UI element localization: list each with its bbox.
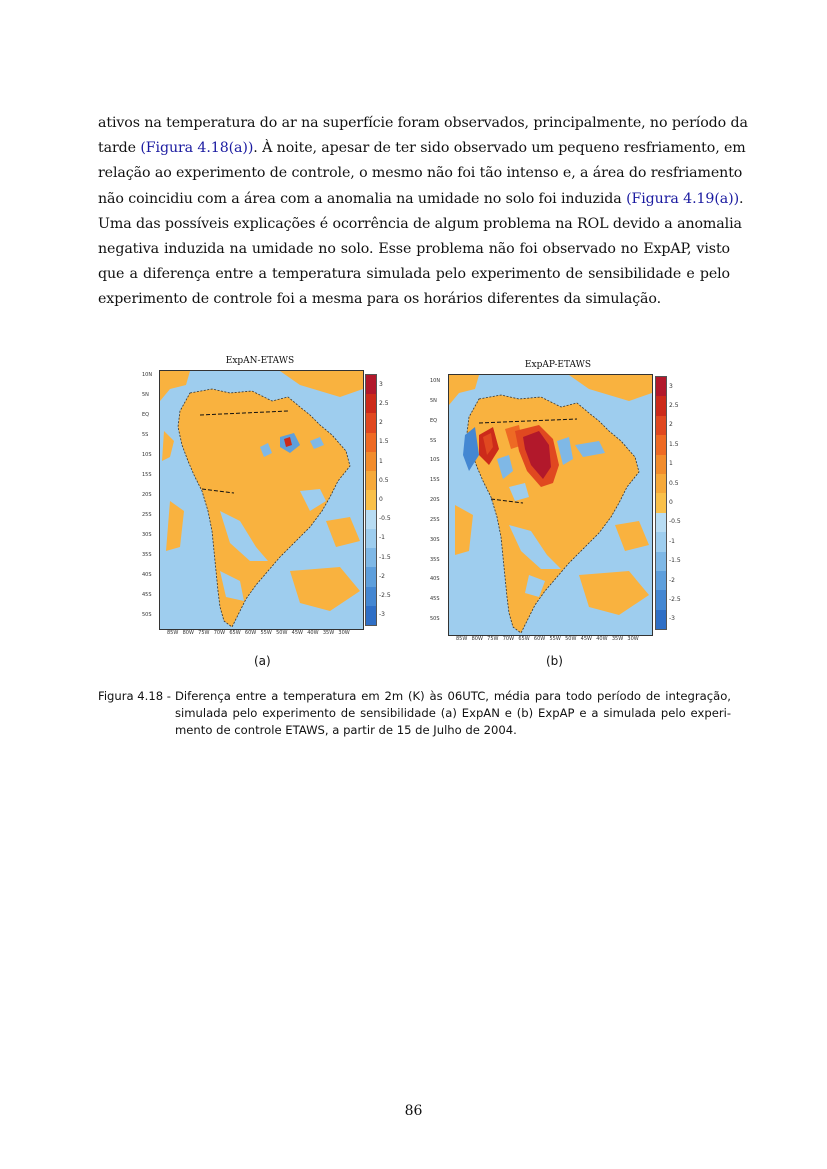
colorbar-label: -1.5 [669,557,681,565]
y-tick-label: 15S [142,472,152,478]
x-tick-label: 65W [518,636,530,642]
colorbar-label: -3 [669,615,675,623]
colorbar-swatch [656,532,666,551]
colorbar-label: 0 [669,499,673,506]
colorbar-label: -2 [379,572,385,580]
temperature-difference-map [159,370,364,630]
colorbar-label: 3 [379,380,383,388]
colorbar-swatch [656,493,666,512]
colorbar-swatch [656,552,666,571]
colorbar-label: 3 [669,382,673,390]
y-tick-label: 45S [142,592,152,598]
y-tick-label: EQ [430,417,438,424]
y-tick-labels [142,372,158,632]
x-tick-label: 45W [580,636,592,642]
colorbar-label: -3 [379,611,385,619]
colorbar-label: -1 [669,537,675,545]
colorbar-labels [669,376,689,628]
x-tick-label: 60W [533,636,546,642]
figure-title: ExpAN-ETAWS [225,356,295,366]
x-tick-label: 65W [229,630,241,636]
paragraph-line: ativos na temperatura do ar na superfície foram observados, principalmente, no período da [98,115,748,131]
y-tick-label: 50S [430,616,440,623]
y-tick-label: 15S [430,477,440,484]
y-tick-label: 5N [142,392,149,398]
figure-reference-link[interactable]: (Figura 4.18(a)) [140,140,254,157]
y-tick-label: 50S [142,612,152,618]
x-tick-label: 40W [596,636,608,642]
colorbar-swatch [656,435,666,454]
x-tick-label: 75W [198,630,210,636]
x-tick-label: 50W [565,636,577,642]
colorbar-swatch [366,587,376,606]
caption-line: simulada pelo experimento de sensibilidade (a) ExpAN e (b) ExpAP e a simulada pelo experi- [175,706,731,720]
x-tick-label: 30W [338,630,350,636]
y-tick-label: 40S [430,576,440,583]
colorbar-swatch [656,610,666,629]
colorbar-swatch [366,452,376,471]
caption-text [175,688,731,739]
paragraph-line: relação ao experimento de controle, o mesmo não foi tão intenso e, a área do resfriamento [98,165,743,182]
colorbar-label: 2.5 [669,402,679,410]
paragraph-line: experimento de controle foi a mesma para os horários diferentes da simulação. [98,291,662,308]
colorbar-swatch [366,394,376,413]
y-tick-label: 10N [142,372,153,378]
colorbar-label: -2.5 [669,595,681,603]
y-tick-label: EQ [142,412,150,418]
x-tick-label: 85W [167,630,179,636]
colorbar-swatch [656,377,666,396]
colorbar-swatch [366,510,376,529]
colorbar-swatch [656,590,666,609]
paragraph-line: Uma das possíveis explicações é ocorrência de algum problema na ROL devido a anomalia [98,215,742,232]
y-tick-labels [430,378,446,636]
x-tick-label: 55W [549,636,561,642]
colorbar-swatch [366,490,376,509]
x-tick-label: 85W [456,636,468,642]
colorbar-label: 0.5 [379,476,389,484]
colorbar-label: -0.5 [669,518,681,526]
colorbar-swatch [366,375,376,394]
x-tick-label: 80W [182,630,194,636]
figure-a [140,352,391,672]
colorbar-swatch [656,571,666,590]
colorbar-label: -1.5 [379,553,391,561]
colorbar-label: -0.5 [379,515,391,523]
y-tick-label: 35S [142,552,152,558]
colorbar-swatch [656,513,666,532]
y-tick-label: 5N [430,397,437,404]
x-tick-label: 40W [307,630,319,636]
colorbar-label: 2 [379,419,383,427]
page-number: 86 [404,1103,423,1119]
colorbar-label: 1.5 [379,438,389,446]
y-tick-label: 5S [430,437,437,444]
colorbar-label: 0.5 [669,479,679,487]
colorbar-swatch [366,433,376,452]
x-tick-label: 50W [276,630,288,636]
figure-reference-link[interactable]: (Figura 4.19(a)) [626,190,740,207]
y-tick-label: 20S [142,492,152,498]
y-tick-label: 40S [142,572,152,578]
paragraph-line: negativa induzida na umidade no solo. Esse problema não foi observado no ExpAP, visto [98,241,730,258]
colorbar-swatch [366,413,376,432]
temperature-difference-map [448,374,653,636]
colorbar-label: 2 [669,421,673,429]
x-tick-label: 70W [213,630,226,636]
x-tick-label: 45W [291,630,303,636]
colorbar-label: -2 [669,576,675,584]
x-tick-label: 60W [244,630,257,636]
y-tick-label: 10S [430,457,440,464]
y-tick-label: 30S [430,536,440,543]
x-tick-label: 55W [260,630,272,636]
colorbar-swatch [366,548,376,567]
colorbar-label: -2.5 [379,592,391,600]
colorbar-labels [379,374,399,624]
y-tick-label: 10N [430,378,441,384]
paragraph-line: tarde (Figura 4.18(a)). À noite, apesar de ter sido observado um pequeno resfriamento, em [98,140,746,157]
colorbar-swatch [656,416,666,435]
subfigure-label: (b) [546,654,563,668]
x-tick-label: 35W [322,630,335,636]
colorbar-swatch [366,606,376,625]
y-tick-label: 20S [430,497,440,504]
x-tick-labels [448,636,651,644]
paragraph-line: que a diferença entre a temperatura simulada pelo experimento de sensibilidade e pelo [98,266,730,283]
colorbar [365,374,377,626]
x-tick-label: 70W [502,636,515,642]
subfigure-label: (a) [254,654,271,668]
y-tick-label: 35S [430,556,440,563]
x-tick-labels [159,630,362,638]
colorbar-label: 0 [379,496,383,503]
colorbar-swatch [366,471,376,490]
colorbar-label: -1 [379,534,385,542]
colorbar-swatch [656,396,666,415]
y-tick-label: 30S [142,532,152,538]
y-tick-label: 25S [142,512,152,518]
y-tick-label: 25S [430,516,440,523]
colorbar-swatch [366,567,376,586]
colorbar-swatch [366,529,376,548]
colorbar-label: 1.5 [669,440,679,448]
x-tick-label: 35W [611,636,624,642]
colorbar-swatch [656,455,666,474]
y-tick-label: 45S [430,596,440,603]
x-tick-label: 75W [487,636,499,642]
y-tick-label: 10S [142,452,152,458]
x-tick-label: 30W [627,636,639,642]
colorbar-label: 1 [669,460,673,468]
colorbar-swatch [656,474,666,493]
x-tick-label: 80W [471,636,483,642]
paragraph-line: não coincidiu com a área com a anomalia na umidade no solo foi induzida (Figura 4.19(a)). [98,190,744,207]
colorbar [655,376,667,630]
caption-line: mento de controle ETAWS, a partir de 15 de Julho de 2004. [175,723,517,737]
body-paragraph [98,111,748,313]
colorbar-label: 1 [379,457,383,465]
y-tick-label: 5S [142,432,149,438]
caption-line: Diferença entre a temperatura em 2m (K) às 06UTC, média para todo período de integração, [175,689,731,703]
figure-b [428,356,681,672]
colorbar-label: 2.5 [379,399,389,407]
caption-label: Figura 4.18 - [98,689,171,703]
figure-title: ExpAP-ETAWS [524,360,592,370]
